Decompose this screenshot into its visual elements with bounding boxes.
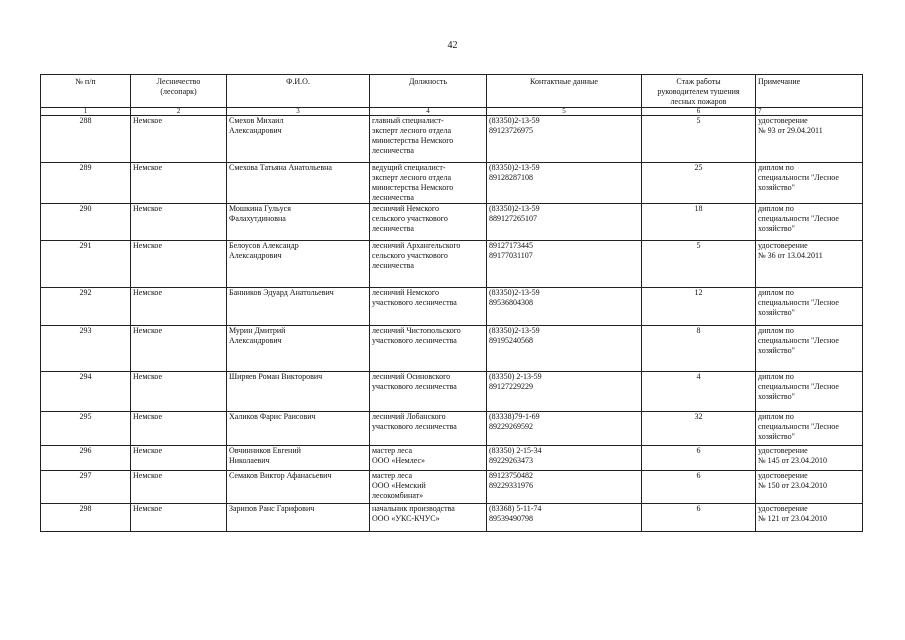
name-cell: Мошкина Гульуся Фалахутдиновна (227, 204, 370, 241)
name-cell: Смехов Михаил Александрович (227, 116, 370, 163)
position-cell: лесничий Лобанского участкового лесничества (370, 412, 487, 446)
experience-cell: 8 (642, 326, 756, 372)
note-cell: диплом по специальности "Лесное хозяйство" (756, 326, 863, 372)
forestry-cell: Немское (131, 326, 227, 372)
row-number: 295 (41, 412, 131, 446)
table-row (41, 204, 863, 241)
table-row (41, 241, 863, 288)
note-cell: диплом по специальности "Лесное хозяйство" (756, 204, 863, 241)
note-cell: диплом по специальности "Лесное хозяйство" (756, 163, 863, 204)
column-index: 1 (41, 108, 131, 116)
forestry-cell: Немское (131, 471, 227, 504)
row-number: 291 (41, 241, 131, 288)
note-cell: диплом по специальности "Лесное хозяйство" (756, 372, 863, 412)
name-cell: Ширяев Роман Викторович (227, 372, 370, 412)
fire-chiefs-table (40, 74, 863, 532)
forestry-cell: Немское (131, 204, 227, 241)
note-cell: удостоверение № 36 от 13.04.2011 (756, 241, 863, 288)
note-cell: удостоверение № 145 от 23.04.2010 (756, 446, 863, 471)
header-num: № п/п (41, 75, 131, 108)
table-row (41, 471, 863, 504)
forestry-cell: Немское (131, 163, 227, 204)
experience-cell: 4 (642, 372, 756, 412)
name-cell: Смехова Татьяна Анатольевна (227, 163, 370, 204)
position-cell: начальник производства ООО «УКС-КЧУС» (370, 504, 487, 532)
experience-cell: 6 (642, 504, 756, 532)
contacts-cell: (83368) 5-11-74 89539490798 (487, 504, 642, 532)
header-name: Ф.И.О. (227, 75, 370, 108)
row-number: 294 (41, 372, 131, 412)
table-row (41, 412, 863, 446)
position-cell: мастер леса ООО «Немский лесокомбинат» (370, 471, 487, 504)
note-cell: удостоверение № 121 от 23.04.2010 (756, 504, 863, 532)
name-cell: Белоусов Александр Александрович (227, 241, 370, 288)
row-number: 296 (41, 446, 131, 471)
table-row (41, 446, 863, 471)
column-index: 4 (370, 108, 487, 116)
contacts-cell: (83350)2-13-59 889127265107 (487, 204, 642, 241)
forestry-cell: Немское (131, 372, 227, 412)
contacts-cell: (83350) 2-15-34 89229263473 (487, 446, 642, 471)
table-row (41, 372, 863, 412)
table-row (41, 288, 863, 326)
row-number: 298 (41, 504, 131, 532)
experience-cell: 12 (642, 288, 756, 326)
table-row (41, 163, 863, 204)
position-cell: лесничий Немского участкового лесничества (370, 288, 487, 326)
table-row (41, 116, 863, 163)
contacts-cell: 89123750482 89229331976 (487, 471, 642, 504)
page-number: 42 (447, 40, 458, 51)
header-note: Примечание (756, 75, 863, 108)
position-cell: ведущий специалист- эксперт лесного отдела министерства Немского лесничества (370, 163, 487, 204)
experience-cell: 6 (642, 446, 756, 471)
header-experience: Стаж работы руководителем тушения лесных пожаров (642, 75, 756, 108)
table-row (41, 326, 863, 372)
column-index: 5 (487, 108, 642, 116)
contacts-cell: (83350)2-13-59 89195240568 (487, 326, 642, 372)
position-cell: лесничий Осиновского участкового лесничества (370, 372, 487, 412)
experience-cell: 18 (642, 204, 756, 241)
name-cell: Мурин Дмитрий Александрович (227, 326, 370, 372)
row-number: 297 (41, 471, 131, 504)
contacts-cell: (83350) 2-13-59 89127229229 (487, 372, 642, 412)
position-cell: лесничий Немского сельского участкового лесничества (370, 204, 487, 241)
contacts-cell: (83350)2-13-59 89123726975 (487, 116, 642, 163)
experience-cell: 25 (642, 163, 756, 204)
column-index: 7 (756, 108, 863, 116)
name-cell: Овчинников Евгений Николаевич (227, 446, 370, 471)
row-number: 289 (41, 163, 131, 204)
row-number: 292 (41, 288, 131, 326)
note-cell: диплом по специальности "Лесное хозяйство" (756, 412, 863, 446)
experience-cell: 6 (642, 471, 756, 504)
header-position: Должность (370, 75, 487, 108)
header-row (41, 75, 863, 108)
contacts-cell: (83350)2-13-59 89536804308 (487, 288, 642, 326)
column-index: 2 (131, 108, 227, 116)
column-index: 6 (642, 108, 756, 116)
note-cell: удостоверение № 93 от 29.04.2011 (756, 116, 863, 163)
contacts-cell: 89127173445 89177031107 (487, 241, 642, 288)
row-number: 293 (41, 326, 131, 372)
header-forestry: Лесничество (лесопарк) (131, 75, 227, 108)
forestry-cell: Немское (131, 504, 227, 532)
note-cell: удостоверение № 150 от 23.04.2010 (756, 471, 863, 504)
name-cell: Банников Эдуард Анатольевич (227, 288, 370, 326)
name-cell: Халиков Фарис Раисович (227, 412, 370, 446)
contacts-cell: (83338)79-1-69 89229269592 (487, 412, 642, 446)
name-cell: Зарипов Ранс Гарифович (227, 504, 370, 532)
contacts-cell: (83350)2-13-59 89128287108 (487, 163, 642, 204)
header-contacts: Контактные данные (487, 75, 642, 108)
table-row (41, 504, 863, 532)
name-cell: Семаков Виктор Афанасьевич (227, 471, 370, 504)
row-number: 288 (41, 116, 131, 163)
forestry-cell: Немское (131, 288, 227, 326)
experience-cell: 5 (642, 241, 756, 288)
position-cell: лесничий Чистопольского участкового лесничества (370, 326, 487, 372)
position-cell: главный специалист- эксперт лесного отдела министерства Немского лесничества (370, 116, 487, 163)
forestry-cell: Немское (131, 241, 227, 288)
forestry-cell: Немское (131, 412, 227, 446)
column-index-row (41, 108, 863, 116)
experience-cell: 5 (642, 116, 756, 163)
forestry-cell: Немское (131, 116, 227, 163)
experience-cell: 32 (642, 412, 756, 446)
note-cell: диплом по специальности "Лесное хозяйство" (756, 288, 863, 326)
column-index: 3 (227, 108, 370, 116)
row-number: 290 (41, 204, 131, 241)
position-cell: мастер леса ООО «Немлес» (370, 446, 487, 471)
forestry-cell: Немское (131, 446, 227, 471)
position-cell: лесничий Архангельского сельского участкового лесничества (370, 241, 487, 288)
